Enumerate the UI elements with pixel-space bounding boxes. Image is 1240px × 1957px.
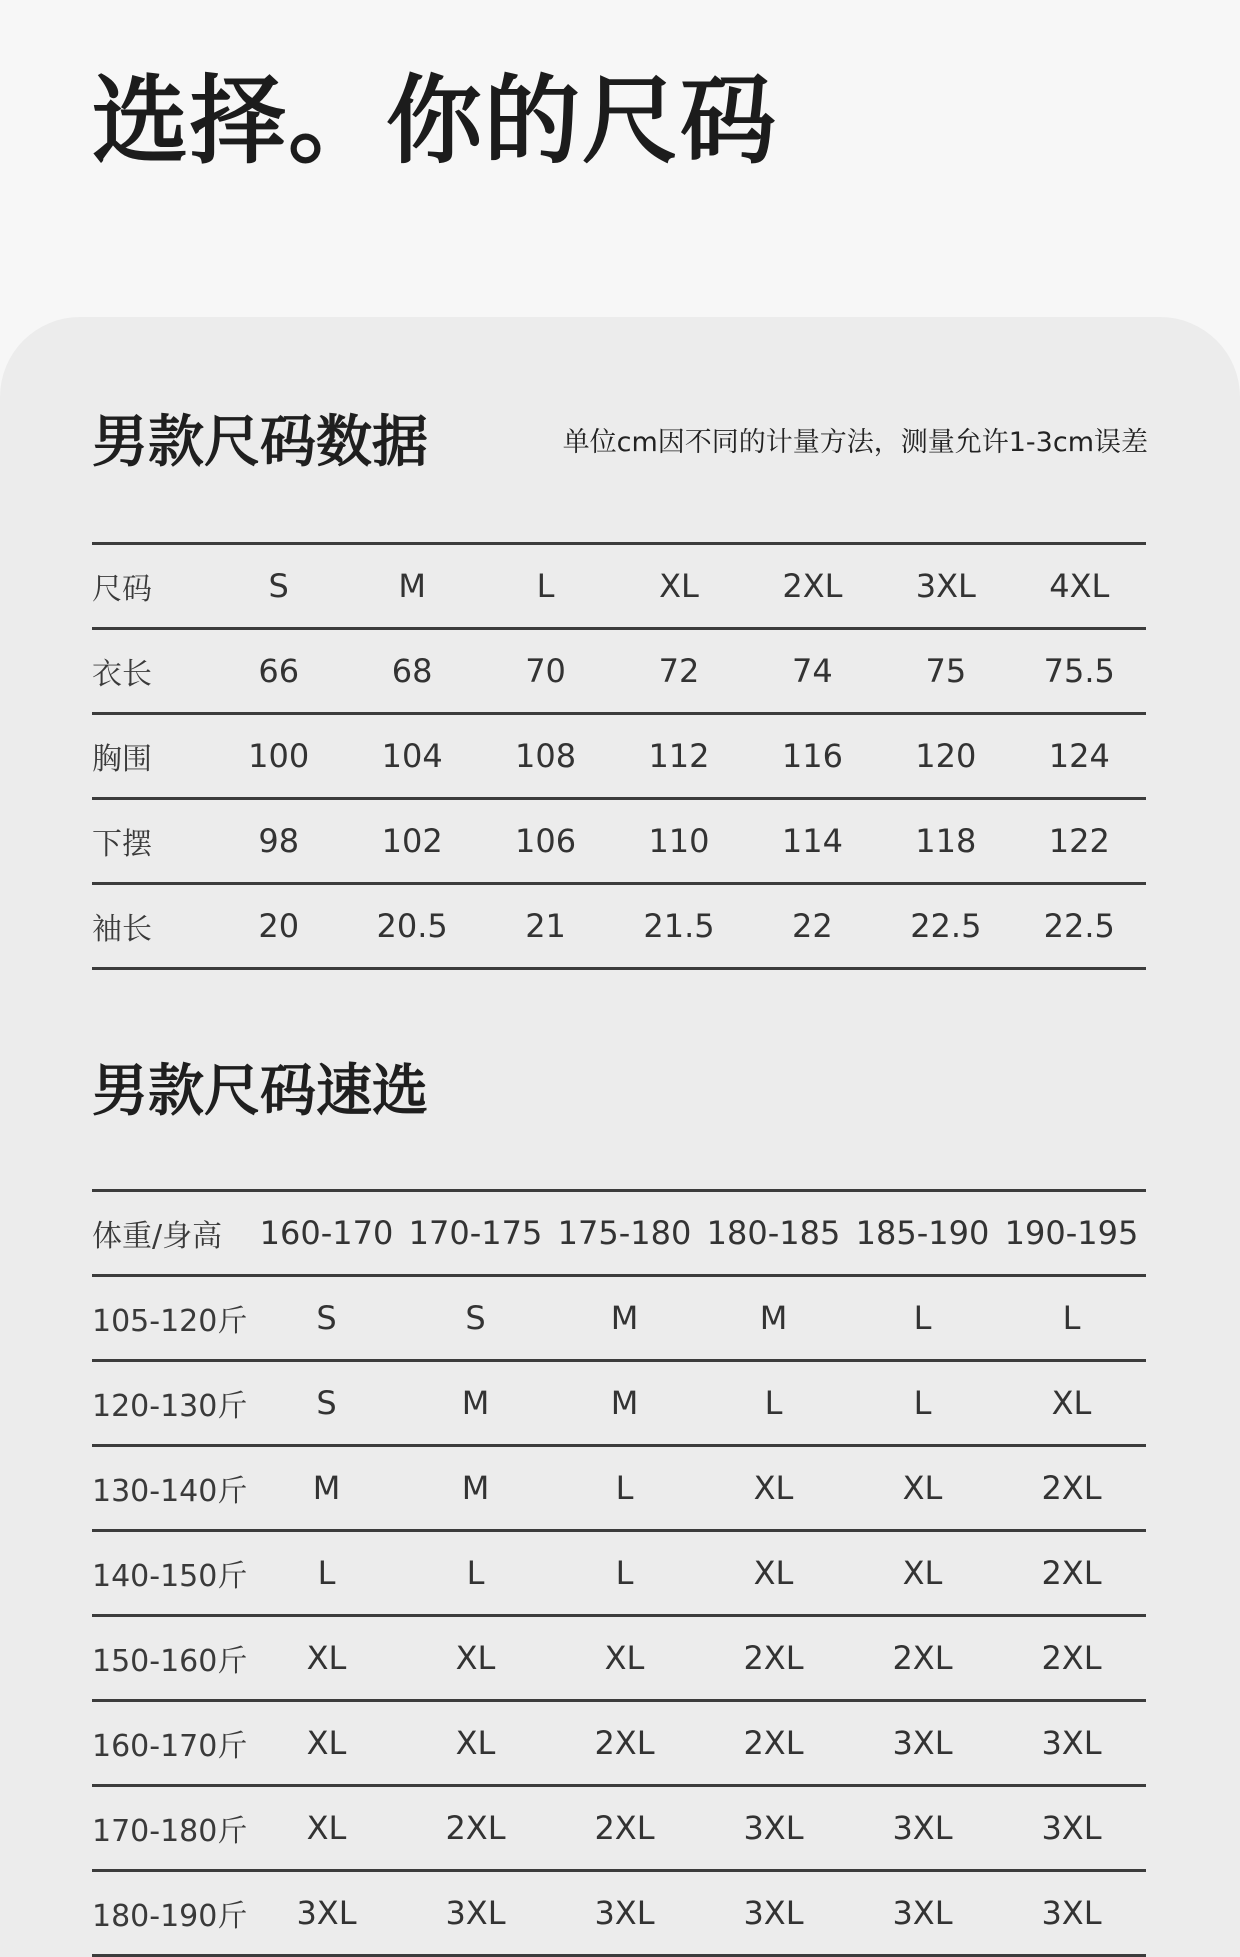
spec-cell: 98 bbox=[258, 822, 300, 860]
spec-cell: 100 bbox=[248, 737, 310, 775]
spec-cell: 114 bbox=[781, 822, 843, 860]
quick-row-label: 160-170斤 bbox=[92, 1729, 248, 1764]
measurement-note: 单位cm因不同的计量方法，测量允许1-3cm误差 bbox=[562, 427, 1148, 458]
spec-cell: 75.5 bbox=[1043, 652, 1115, 690]
table-row bbox=[92, 1446, 1146, 1531]
spec-cell: 102 bbox=[381, 822, 443, 860]
spec-cell: 122 bbox=[1048, 822, 1110, 860]
size-spec-table bbox=[92, 542, 1146, 970]
spec-row-label: 下摆 bbox=[92, 827, 152, 862]
spec-cell: 118 bbox=[915, 822, 977, 860]
quick-cell: L bbox=[615, 1554, 634, 1592]
quick-cell: 2XL bbox=[892, 1639, 953, 1677]
page-title: 选择。你的尺码 bbox=[92, 65, 778, 177]
quick-column-header: 170-175 bbox=[408, 1214, 543, 1252]
quick-row-label: 105-120斤 bbox=[92, 1304, 248, 1339]
quick-section-title: 男款尺码速选 bbox=[92, 1059, 428, 1124]
quick-row-label: 170-180斤 bbox=[92, 1814, 248, 1849]
quick-cell: 2XL bbox=[445, 1809, 506, 1847]
quick-cell: XL bbox=[306, 1724, 347, 1762]
spec-cell: 21.5 bbox=[643, 907, 715, 945]
spec-row-label: 衣长 bbox=[92, 657, 152, 692]
spec-column-header: 2XL bbox=[782, 567, 843, 605]
quick-cell: XL bbox=[455, 1639, 496, 1677]
quick-cell: M bbox=[312, 1469, 341, 1507]
table-row bbox=[92, 884, 1146, 969]
spec-cell: 74 bbox=[792, 652, 833, 690]
quick-cell: 3XL bbox=[296, 1894, 357, 1932]
spec-cell: 20 bbox=[258, 907, 300, 945]
quick-cell: M bbox=[461, 1384, 490, 1422]
quick-cell: M bbox=[610, 1299, 639, 1337]
quick-cell: L bbox=[1062, 1299, 1081, 1337]
table-row bbox=[92, 1531, 1146, 1616]
quick-row-label: 140-150斤 bbox=[92, 1559, 248, 1594]
quick-cell: 3XL bbox=[1041, 1894, 1102, 1932]
quick-cell: 2XL bbox=[594, 1724, 655, 1762]
spec-column-header: S bbox=[268, 567, 289, 605]
table-row bbox=[92, 1786, 1146, 1871]
quick-cell: XL bbox=[604, 1639, 645, 1677]
quick-column-header: 175-180 bbox=[557, 1214, 692, 1252]
quick-cell: XL bbox=[455, 1724, 496, 1762]
quick-cell: 2XL bbox=[743, 1724, 804, 1762]
spec-cell: 108 bbox=[515, 737, 577, 775]
spec-cell: 21 bbox=[525, 907, 566, 945]
quick-row-label: 180-190斤 bbox=[92, 1899, 248, 1934]
quick-column-header: 180-185 bbox=[706, 1214, 841, 1252]
quick-cell: S bbox=[316, 1299, 337, 1337]
quick-cell: 2XL bbox=[1041, 1639, 1102, 1677]
quick-cell: 3XL bbox=[445, 1894, 506, 1932]
spec-column-header: XL bbox=[659, 567, 699, 605]
quick-cell: M bbox=[610, 1384, 639, 1422]
spec-cell: 75 bbox=[925, 652, 967, 690]
quick-cell: XL bbox=[753, 1469, 794, 1507]
spec-corner-label: 尺码 bbox=[92, 572, 152, 607]
spec-row-label: 袖长 bbox=[92, 912, 152, 947]
spec-column-header: 4XL bbox=[1049, 567, 1110, 605]
quick-cell: L bbox=[764, 1384, 783, 1422]
size-quick-select-table bbox=[92, 1189, 1146, 1957]
table-row bbox=[92, 1276, 1146, 1361]
quick-cell: XL bbox=[753, 1554, 794, 1592]
quick-cell: 2XL bbox=[594, 1809, 655, 1847]
quick-cell: 2XL bbox=[1041, 1554, 1102, 1592]
quick-cell: L bbox=[466, 1554, 485, 1592]
spec-cell: 116 bbox=[781, 737, 843, 775]
spec-row-label: 胸围 bbox=[92, 742, 152, 777]
quick-cell: M bbox=[461, 1469, 490, 1507]
spec-header-row bbox=[92, 544, 1146, 629]
quick-cell: 3XL bbox=[1041, 1724, 1102, 1762]
table-row bbox=[92, 1871, 1146, 1956]
quick-cell: 3XL bbox=[1041, 1809, 1102, 1847]
quick-cell: M bbox=[759, 1299, 788, 1337]
table-row bbox=[92, 714, 1146, 799]
spec-cell: 72 bbox=[658, 652, 700, 690]
spec-cell: 70 bbox=[525, 652, 566, 690]
table-row bbox=[92, 799, 1146, 884]
spec-cell: 22 bbox=[792, 907, 833, 945]
quick-cell: XL bbox=[902, 1554, 943, 1592]
quick-row-label: 150-160斤 bbox=[92, 1644, 248, 1679]
quick-cell: L bbox=[913, 1384, 932, 1422]
spec-cell: 20.5 bbox=[376, 907, 448, 945]
spec-cell: 104 bbox=[381, 737, 443, 775]
quick-cell: S bbox=[316, 1384, 337, 1422]
spec-cell: 110 bbox=[648, 822, 710, 860]
quick-column-header: 190-195 bbox=[1004, 1214, 1139, 1252]
quick-cell: XL bbox=[1051, 1384, 1092, 1422]
quick-cell: 3XL bbox=[892, 1724, 953, 1762]
spec-cell: 124 bbox=[1048, 737, 1110, 775]
quick-cell: L bbox=[913, 1299, 932, 1337]
quick-column-header: 160-170 bbox=[259, 1214, 394, 1252]
quick-cell: 2XL bbox=[1041, 1469, 1102, 1507]
quick-row-label: 120-130斤 bbox=[92, 1389, 248, 1424]
quick-cell: L bbox=[615, 1469, 634, 1507]
spec-cell: 68 bbox=[391, 652, 433, 690]
quick-column-header: 185-190 bbox=[855, 1214, 990, 1252]
quick-corner-label: 体重/身高 bbox=[92, 1219, 223, 1254]
quick-cell: 2XL bbox=[743, 1639, 804, 1677]
spec-cell: 66 bbox=[258, 652, 300, 690]
spec-column-header: M bbox=[398, 567, 426, 605]
table-row bbox=[92, 629, 1146, 714]
quick-cell: 3XL bbox=[743, 1894, 804, 1932]
quick-row-label: 130-140斤 bbox=[92, 1474, 248, 1509]
quick-cell: 3XL bbox=[892, 1894, 953, 1932]
quick-cell: S bbox=[465, 1299, 486, 1337]
quick-cell: XL bbox=[306, 1639, 347, 1677]
table-row bbox=[92, 1361, 1146, 1446]
spec-column-header: 3XL bbox=[915, 567, 976, 605]
spec-cell: 120 bbox=[915, 737, 977, 775]
spec-cell: 112 bbox=[648, 737, 710, 775]
quick-cell: 3XL bbox=[594, 1894, 655, 1932]
spec-cell: 22.5 bbox=[1043, 907, 1115, 945]
quick-cell: L bbox=[317, 1554, 336, 1592]
quick-cell: XL bbox=[902, 1469, 943, 1507]
spec-cell: 106 bbox=[515, 822, 577, 860]
quick-cell: 3XL bbox=[892, 1809, 953, 1847]
table-row bbox=[92, 1701, 1146, 1786]
quick-cell: 3XL bbox=[743, 1809, 804, 1847]
spec-section-title: 男款尺码数据 bbox=[92, 410, 428, 475]
spec-cell: 22.5 bbox=[910, 907, 982, 945]
quick-cell: XL bbox=[306, 1809, 347, 1847]
spec-column-header: L bbox=[536, 567, 555, 605]
quick-header-row bbox=[92, 1191, 1146, 1276]
table-row bbox=[92, 1616, 1146, 1701]
